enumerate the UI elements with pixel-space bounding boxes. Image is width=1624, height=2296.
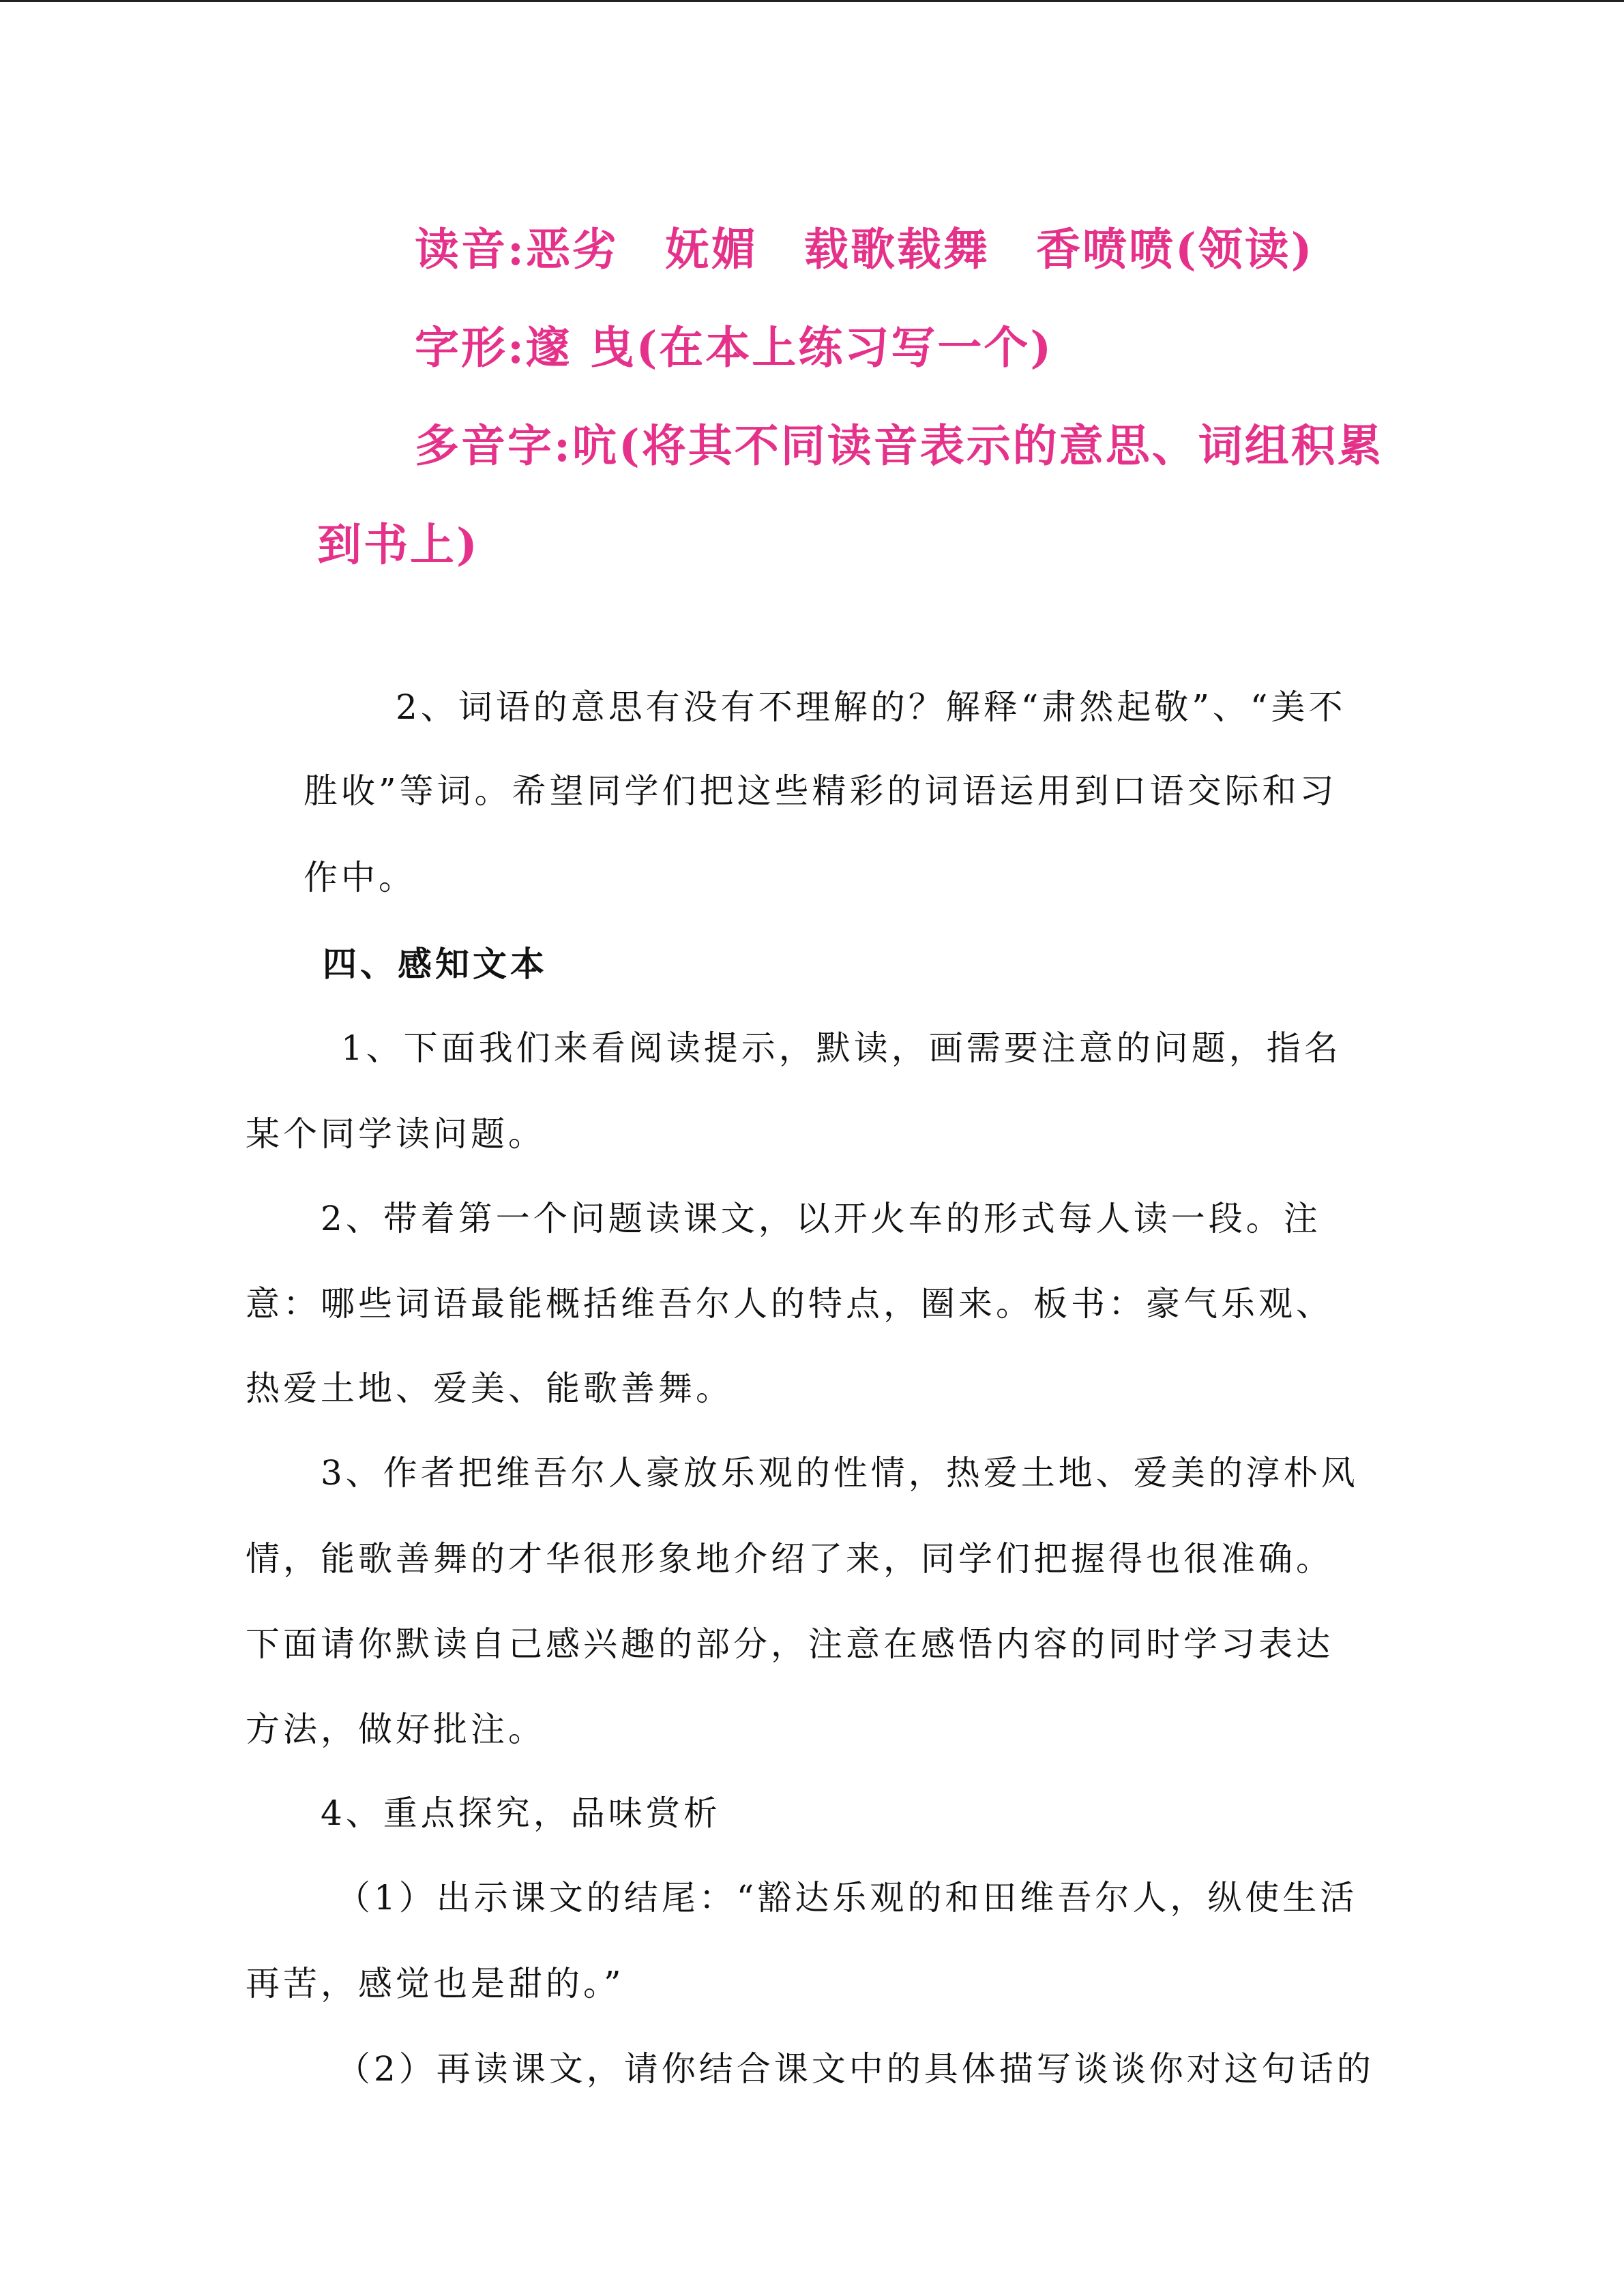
item-3-line-1: 3、作者把维吾尔人豪放乐观的性情，热爱土地、爱美的淳朴风 xyxy=(321,1453,1359,1493)
item-2-line-1: 2、带着第一个问题读课文，以开火车的形式每人读一段。注 xyxy=(321,1199,1321,1238)
polyphone-line-continued: 到书上) xyxy=(317,519,479,571)
polyphone-line: 多音字:吭(将其不同读音表示的意思、词组积累 xyxy=(415,420,1384,472)
glyph-form-line: 字形:邃 曳(在本上练习写一个) xyxy=(415,322,1054,374)
pronunciation-line: 读音:恶劣 妩媚 载歌载舞 香喷喷(领读) xyxy=(415,224,1314,275)
page-top-border xyxy=(0,0,1624,2)
sub-item-2-line-1: （2）再读课文，请你结合课文中的具体描写谈谈你对这句话的 xyxy=(336,2049,1374,2089)
item-4-line: 4、重点探究，品味赏析 xyxy=(321,1793,721,1833)
section-heading: 四、感知文本 xyxy=(323,944,548,984)
item-3-line-2: 情，能歌善舞的才华很形象地介绍了来，同学们把握得也很准确。 xyxy=(246,1539,1333,1579)
item-1-line-1: 1、下面我们来看阅读提示，默读，画需要注意的问题，指名 xyxy=(341,1028,1342,1068)
vocab-paragraph-line-1: 2、词语的意思有没有不理解的？解释“肃然起敬”、“美不 xyxy=(396,687,1346,727)
item-2-line-2: 意：哪些词语最能概括维吾尔人的特点，圈来。板书：豪气乐观、 xyxy=(246,1284,1333,1324)
item-1-line-2: 某个同学读问题。 xyxy=(246,1114,546,1154)
sub-item-1-line-2: 再苦，感觉也是甜的。” xyxy=(246,1964,625,2003)
item-3-line-4: 方法，做好批注。 xyxy=(246,1710,546,1749)
item-2-line-3: 热爱土地、爱美、能歌善舞。 xyxy=(246,1369,733,1408)
vocab-paragraph-line-2: 胜收”等词。希望同学们把这些精彩的词语运用到口语交际和习 xyxy=(304,771,1338,811)
vocab-paragraph-line-3: 作中。 xyxy=(304,858,416,897)
item-3-line-3: 下面请你默读自己感兴趣的部分，注意在感悟内容的同时学习表达 xyxy=(246,1624,1333,1664)
sub-item-1-line-1: （1）出示课文的结尾：“豁达乐观的和田维吾尔人，纵使生活 xyxy=(336,1878,1358,1918)
